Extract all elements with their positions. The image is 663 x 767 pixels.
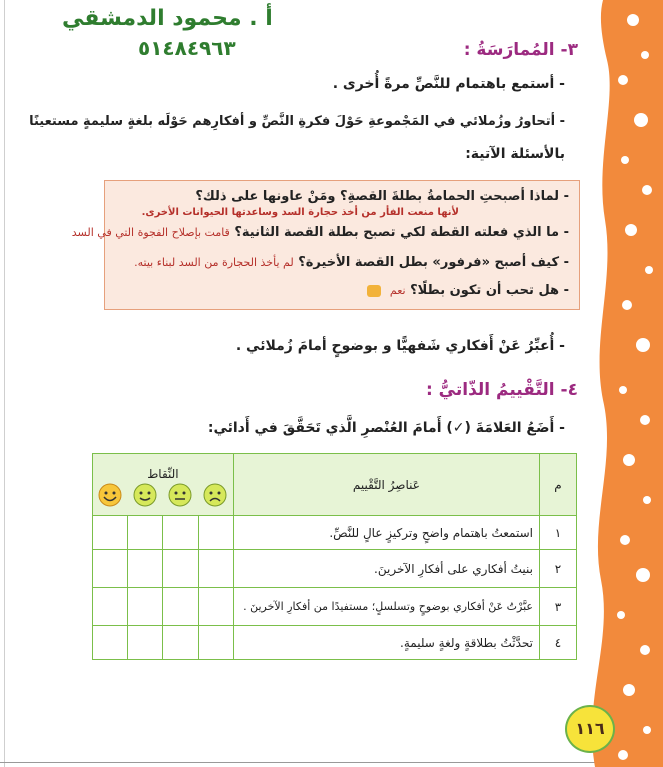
- score-cell[interactable]: [93, 516, 128, 550]
- sad-face-icon: [203, 483, 227, 507]
- table-row: [93, 516, 577, 550]
- score-cell[interactable]: [163, 626, 198, 660]
- orange-decorative-border: [573, 0, 663, 767]
- header-num: م: [540, 454, 577, 516]
- smile-face-icon: [133, 483, 157, 507]
- question-1-text: - لماذا أصبحتِ الحمامةُ بطلةَ القصةِ؟ ومَنْ عاونها على ذلك؟: [195, 189, 569, 204]
- row-num: ٤: [540, 626, 577, 660]
- score-cell[interactable]: [198, 588, 233, 626]
- section4-instruction: - أَضَعُ العَلامَةَ (✓) أَمامَ العُنْصرِ الَّذي تَحَقَّقَ في أَدائي:: [207, 420, 565, 436]
- section3-title: ٣- المُمارَسَةُ :: [463, 40, 578, 60]
- author-phone: ٥١٤٨٤٩٦٣: [138, 36, 236, 60]
- answer-3: لم يأخذ الحجارة من السد لبناء بيته.: [134, 256, 294, 269]
- score-cell[interactable]: [198, 516, 233, 550]
- question-4: [367, 283, 569, 298]
- author-name: أ . محمود الدمشقي: [62, 6, 273, 31]
- faces-row: [93, 483, 233, 507]
- row-num: ١: [540, 516, 577, 550]
- score-cell[interactable]: [198, 626, 233, 660]
- score-cell[interactable]: [163, 550, 198, 588]
- neutral-face-icon: [168, 483, 192, 507]
- page-number: ١١٦: [565, 705, 615, 753]
- answer-1: لأنها منعت الفأر من أخذ حجارة السد وساعدتها الحيوانات الأخرى.: [141, 207, 459, 218]
- self-evaluation-table: [92, 453, 577, 660]
- section4-title: ٤- التَّقْييمُ الذّاتيُّ :: [425, 380, 578, 400]
- questions-box: [71, 180, 580, 310]
- row-text: بنيتُ أفكاري على أفكارِ الآخرينَ.: [233, 550, 539, 588]
- header-items: عَناصِرُ التَّقْييم: [233, 454, 539, 516]
- question-2-text: - ما الذي فعلته القطة لكي تصبح بطلة القصة الثانية؟: [234, 225, 569, 240]
- score-cell[interactable]: [128, 550, 163, 588]
- row-text: تحدَّثْتُ بطلاقةٍ ولغةٍ سليمةٍ.: [233, 626, 539, 660]
- header-points: [93, 454, 234, 516]
- score-cell[interactable]: [163, 516, 198, 550]
- score-cell[interactable]: [93, 626, 128, 660]
- row-num: ٣: [540, 588, 577, 626]
- table-row: [93, 588, 577, 626]
- question-3: [134, 255, 569, 270]
- score-cell[interactable]: [128, 626, 163, 660]
- answer-2: قامت بإصلاح الفجوة التي في السد: [71, 226, 230, 239]
- answer-4: نعم: [389, 284, 406, 297]
- question-1: [195, 189, 569, 204]
- bottom-line: [0, 762, 600, 763]
- question-2: [72, 225, 569, 240]
- question-4-text: - هل تحب أن تكون بطلًا؟: [410, 283, 569, 298]
- table-row: [93, 626, 577, 660]
- score-cell[interactable]: [128, 588, 163, 626]
- row-num: ٢: [540, 550, 577, 588]
- express-item: - أُعبِّرُ عَنْ أَفكاري شَفهيًّا و بوضوحٍ أمامَ زُملائي .: [235, 338, 565, 354]
- score-cell[interactable]: [93, 550, 128, 588]
- table-row: [93, 550, 577, 588]
- section3-item-2: - أتحاورُ وزُملائي في المَجْموعةِ حَوْلَ فكرةِ النَّصِّ و أفكارِهم حَوْلَه بلغةٍ سليمةٍ مستعينًا: [29, 114, 565, 129]
- score-cell[interactable]: [198, 550, 233, 588]
- question-3-text: - كيف أصبح «فرفور» بطل القصة الأخيرة؟: [298, 255, 569, 270]
- score-cell[interactable]: [163, 588, 198, 626]
- row-text: استمعتُ باهتمام واضحٍ وتركيزٍ عالٍ للنَّصِّ.: [233, 516, 539, 550]
- happy-face-icon: [98, 483, 122, 507]
- thumbs-up-icon: [367, 285, 381, 297]
- score-cell[interactable]: [93, 588, 128, 626]
- row-text: عبَّرْتُ عَنْ أفكاري بوضوحٍ وتسلسلٍ؛ مستفيدًا من أفكارِ الآخرينَ .: [233, 588, 539, 626]
- section3-item-1: - أستمع باهتمام للنَّصِّ مرةً أُخرى .: [332, 76, 565, 92]
- score-cell[interactable]: [128, 516, 163, 550]
- section3-item-3: بالأسئلة الآتية:: [465, 146, 565, 162]
- left-margin-line: [4, 0, 5, 767]
- header-points-label: النِّقاط: [147, 466, 179, 481]
